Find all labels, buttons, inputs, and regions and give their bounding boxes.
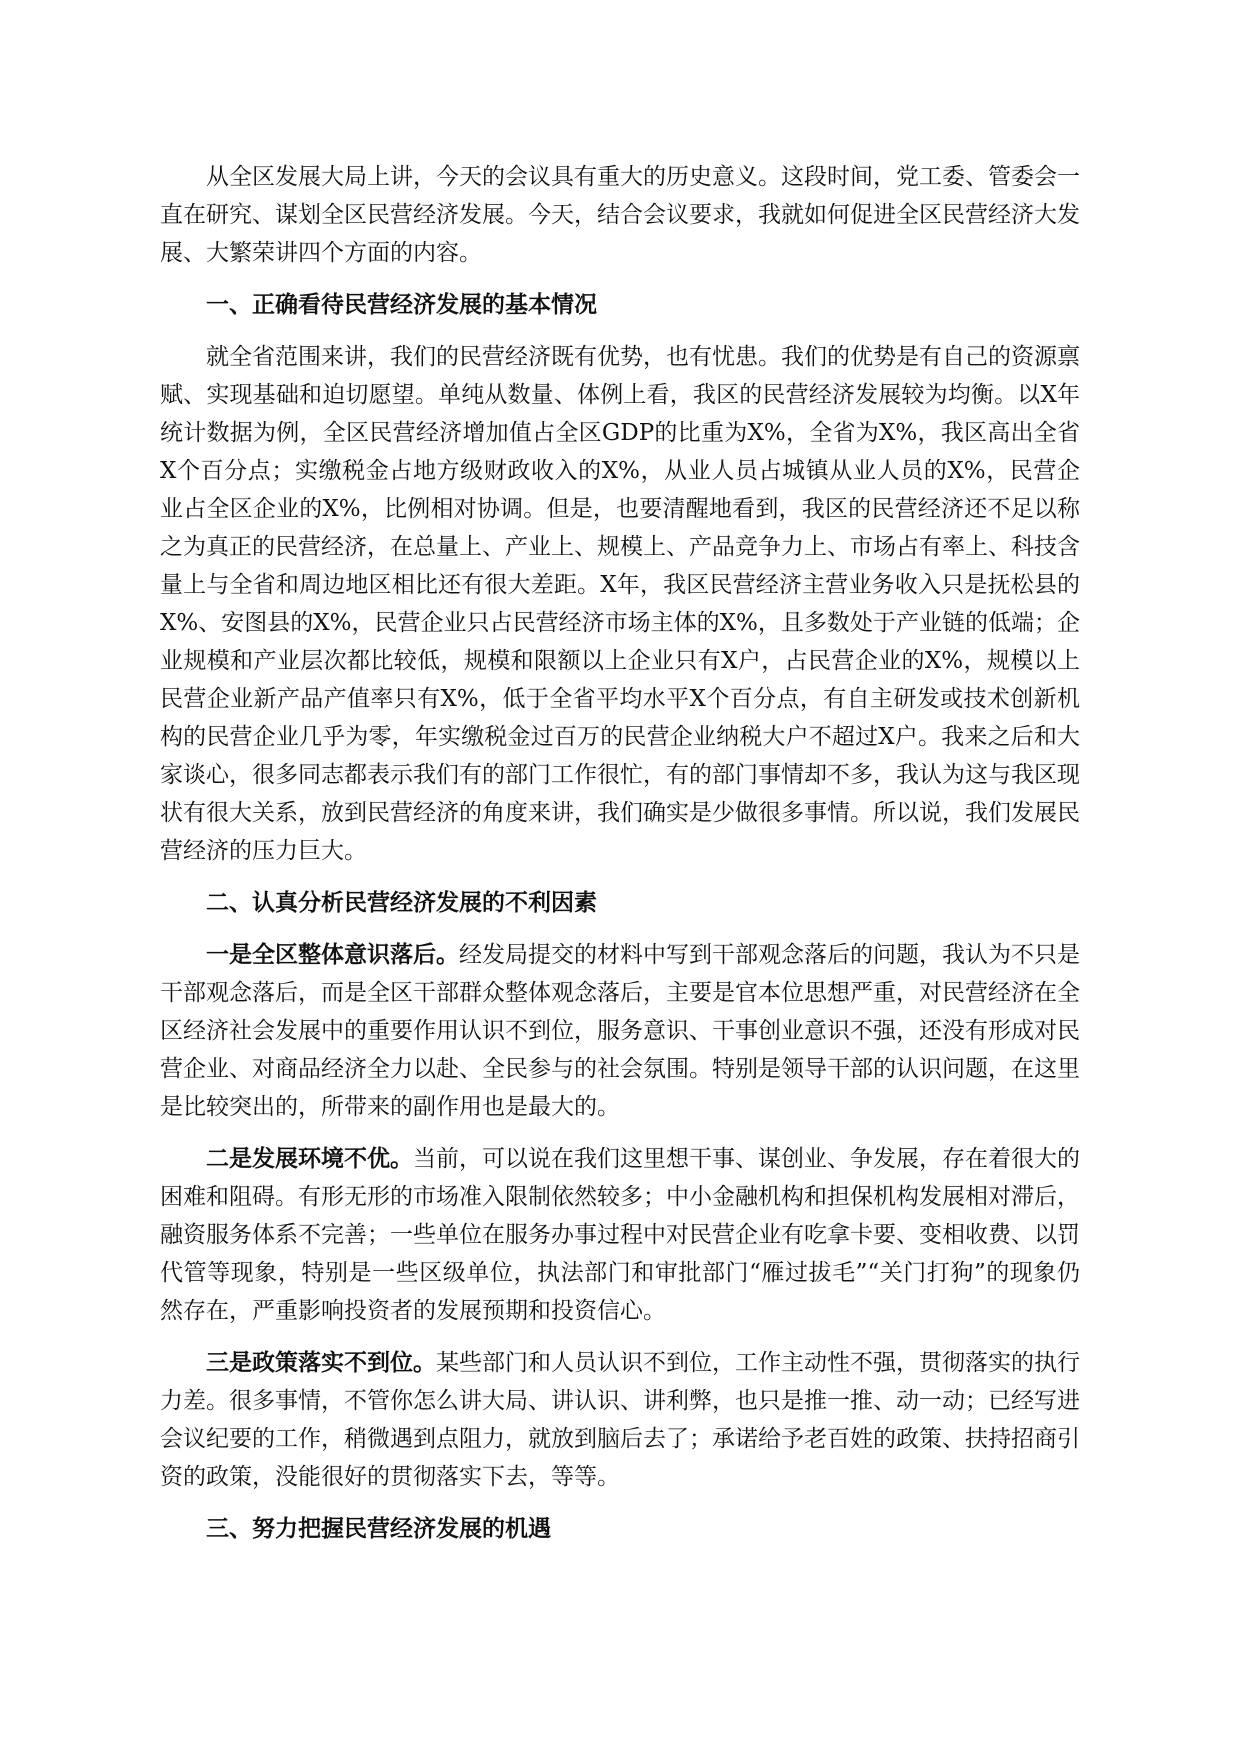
- paragraph-environment-lead: 二是发展环境不优。: [206, 1145, 413, 1172]
- paragraph-awareness: [160, 936, 1080, 1126]
- section-heading-1: 一、正确看待民营经济发展的基本情况: [206, 291, 597, 318]
- paragraph-basic-situation: 就全省范围来讲，我们的民营经济既有优势，也有忧患。我们的优势是有自己的资源禀赋、实现基础和迫切愿望。单纯从数量、体例上看，我区的民营经济发展较为均衡。以X年统计数据为例，全区民营经济增加值占全区GDP的比重为X%，全省为X%，我区高出全省X个百分点；实缴税金占地方级财政收入的X%，从业人员占城镇从业人员的X%，民营企业占全区企业的X%，比例相对协调。但是，也要清醒地看到，我区的民营经济还不足以称之为真正的民营经济，在总量上、产业上、规模上、产品竞争力上、市场占有率上、科技含量上与全省和周边地区相比还有很大差距。X年，我区民营经济主营业务收入只是抚松县的X%、安图县的X%，民营企业只占民营经济市场主体的X%，且多数处于产业链的低端；企业规模和产业层次都比较低，规模和限额以上企业只有X户，占民营企业的X%，规模以上民营企业新产品产值率只有X%，低于全省平均水平X个百分点，有自主研发或技术创新机构的民营企业几乎为零，年实缴税金过百万的民营企业纳税大户不超过X户。我来之后和大家谈心，很多同志都表示我们有的部门工作很忙，有的部门事情却不多，我认为这与我区现状有很大关系，放到民营经济的角度来讲，我们确实是少做很多事情。所以说，我们发展民营经济的压力巨大。: [160, 344, 1080, 864]
- paragraph-policy-lead: 三是政策落实不到位。: [206, 1349, 436, 1376]
- paragraph-awareness-body: 经发局提交的材料中写到干部观念落后的问题，我认为不只是干部观念落后，而是全区干部群众整体观念落后，主要是官本位思想严重，对民营经济在全区经济社会发展中的重要作用认识不到位，服务意识、干事创业意识不强，还没有形成对民营企业、对商品经济全力以赴、全民参与的社会氛围。特别是领导干部的认识问题，在这里是比较突出的，所带来的副作用也是最大的。: [160, 942, 1080, 1120]
- paragraph-awareness-lead: 一是全区整体意识落后。: [206, 941, 459, 968]
- paragraph-environment: [160, 1140, 1080, 1330]
- section-heading-2: 二、认真分析民营经济发展的不利因素: [206, 889, 597, 916]
- document-body: [160, 158, 1080, 1562]
- paragraph-environment-body: 当前，可以说在我们这里想干事、谋创业、争发展，存在着很大的困难和阻碍。有形无形的市场准入限制依然较多；中小金融机构和担保机构发展相对滞后，融资服务体系不完善；一些单位在服务办事过程中对民营企业有吃拿卡要、变相收费、以罚代管等现象，特别是一些区级单位，执法部门和审批部门“雁过拔毛”“关门打狗”的现象仍然存在，严重影响投资者的发展预期和投资信心。: [160, 1146, 1080, 1324]
- paragraph-intro: 从全区发展大局上讲，今天的会议具有重大的历史意义。这段时间，党工委、管委会一直在研究、谋划全区民营经济发展。今天，结合会议要求，我就如何促进全区民营经济大发展、大繁荣讲四个方面的内容。: [160, 164, 1080, 266]
- paragraph-policy: [160, 1344, 1080, 1496]
- paragraph-policy-body: 某些部门和人员认识不到位，工作主动性不强，贯彻落实的执行力差。很多事情，不管你怎么讲大局、讲认识、讲利弊，也只是推一推、动一动；已经写进会议纪要的工作，稍微遇到点阻力，就放到脑后去了；承诺给予老百姓的政策、扶持招商引资的政策，没能很好的贯彻落实下去，等等。: [160, 1350, 1080, 1490]
- section-heading-3: 三、努力把握民营经济发展的机遇: [206, 1515, 551, 1542]
